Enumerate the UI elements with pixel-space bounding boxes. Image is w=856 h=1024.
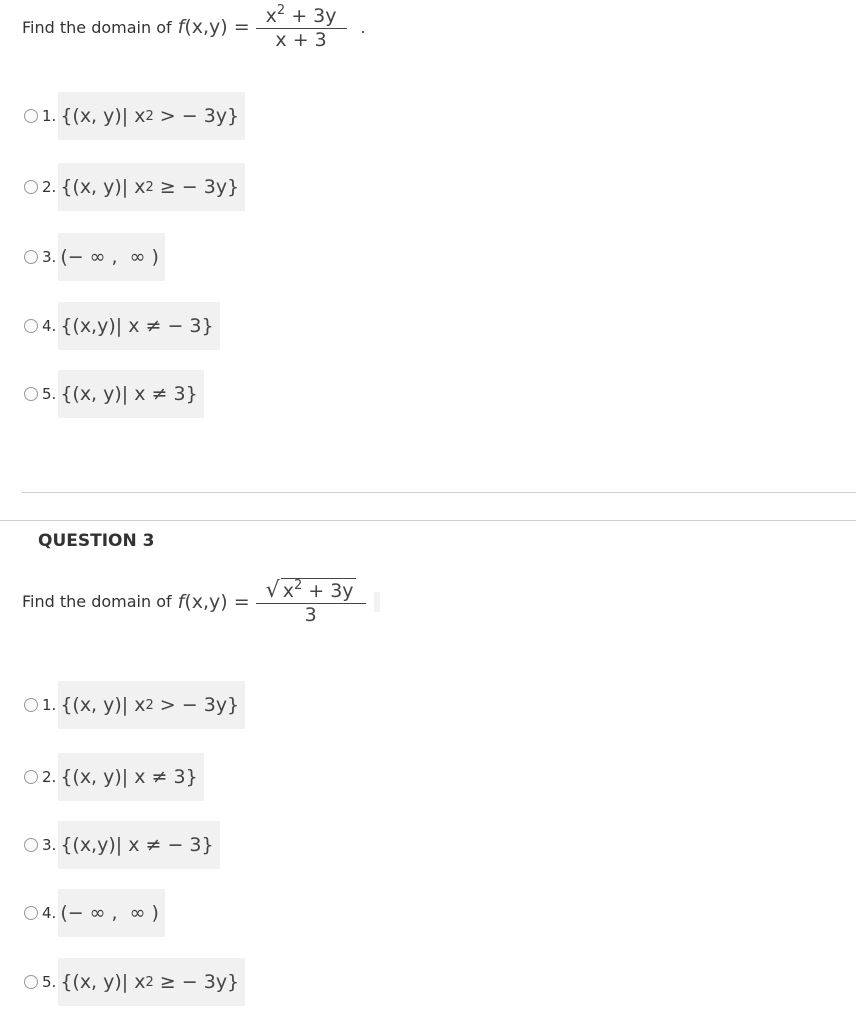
prompt-period: . [360, 17, 366, 37]
q3-option-3[interactable]: 3. {(x,y)| x ≠ − 3} [24, 821, 220, 869]
fraction-denominator: 3 [304, 603, 317, 626]
answer-text[interactable]: {(x,y)| x ≠ − 3} [58, 302, 219, 350]
answer-text[interactable]: (− ∞ , ∞ ) [58, 889, 165, 937]
radical-icon: √ [265, 577, 280, 603]
radio-button[interactable] [24, 698, 38, 712]
fraction-numerator [256, 578, 366, 604]
q2-option-2[interactable]: 2. {(x, y)| x 2 ≥ − 3y} [24, 163, 245, 211]
q2-option-1[interactable]: 1. {(x, y)| x 2 > − 3y} [24, 92, 245, 140]
radio-button[interactable] [24, 975, 38, 989]
function-fraction [256, 578, 366, 626]
q3-option-4[interactable]: 4. (− ∞ , ∞ ) [24, 889, 165, 937]
q3-option-1[interactable]: 1. {(x, y)| x 2 > − 3y} [24, 681, 245, 729]
radio-button[interactable] [24, 180, 38, 194]
radio-button[interactable] [24, 387, 38, 401]
function-name: f(x,y) = [177, 16, 250, 39]
radio-button[interactable] [24, 770, 38, 784]
q3-option-2[interactable]: 2. {(x, y)| x ≠ 3} [24, 753, 204, 801]
answer-text[interactable]: {(x, y)| x 2 > − 3y} [58, 92, 245, 140]
prompt-text: Find the domain of [22, 17, 172, 37]
prompt-trailing-box [374, 592, 380, 612]
section-divider [22, 492, 856, 493]
square-root: √ $x^2 + 3y$ [265, 577, 354, 603]
radio-button[interactable] [24, 906, 38, 920]
answer-text[interactable]: {(x, y)| x 2 > − 3y} [58, 681, 245, 729]
question-3-title: QUESTION 3 [38, 531, 155, 551]
answer-text[interactable]: (− ∞ , ∞ ) [58, 233, 165, 281]
question-3-prompt [22, 578, 380, 626]
radio-button[interactable] [24, 250, 38, 264]
q2-option-3[interactable]: 3. (− ∞ , ∞ ) [24, 233, 165, 281]
function-fraction [256, 4, 347, 51]
fraction-numerator: $x^2 + 3y$ [256, 4, 347, 29]
answer-text[interactable]: {(x, y)| x ≠ 3} [58, 370, 203, 418]
function-name: f(x,y) = [177, 590, 250, 613]
prompt-text: Find the domain of [22, 592, 172, 612]
radio-button[interactable] [24, 109, 38, 123]
section-divider [0, 520, 856, 521]
radio-button[interactable] [24, 838, 38, 852]
answer-text[interactable]: {(x, y)| x 2 ≥ − 3y} [58, 958, 245, 1006]
answer-text[interactable]: {(x, y)| x 2 ≥ − 3y} [58, 163, 245, 211]
answer-text[interactable]: {(x, y)| x ≠ 3} [58, 753, 203, 801]
fraction-denominator: x + 3 [275, 28, 327, 51]
question-2-prompt [22, 4, 366, 51]
q3-option-5[interactable]: 5. {(x, y)| x 2 ≥ − 3y} [24, 958, 245, 1006]
q2-option-4[interactable]: 4. {(x,y)| x ≠ − 3} [24, 302, 220, 350]
radio-button[interactable] [24, 319, 38, 333]
q2-option-5[interactable]: 5. {(x, y)| x ≠ 3} [24, 370, 204, 418]
answer-text[interactable]: {(x,y)| x ≠ − 3} [58, 821, 219, 869]
